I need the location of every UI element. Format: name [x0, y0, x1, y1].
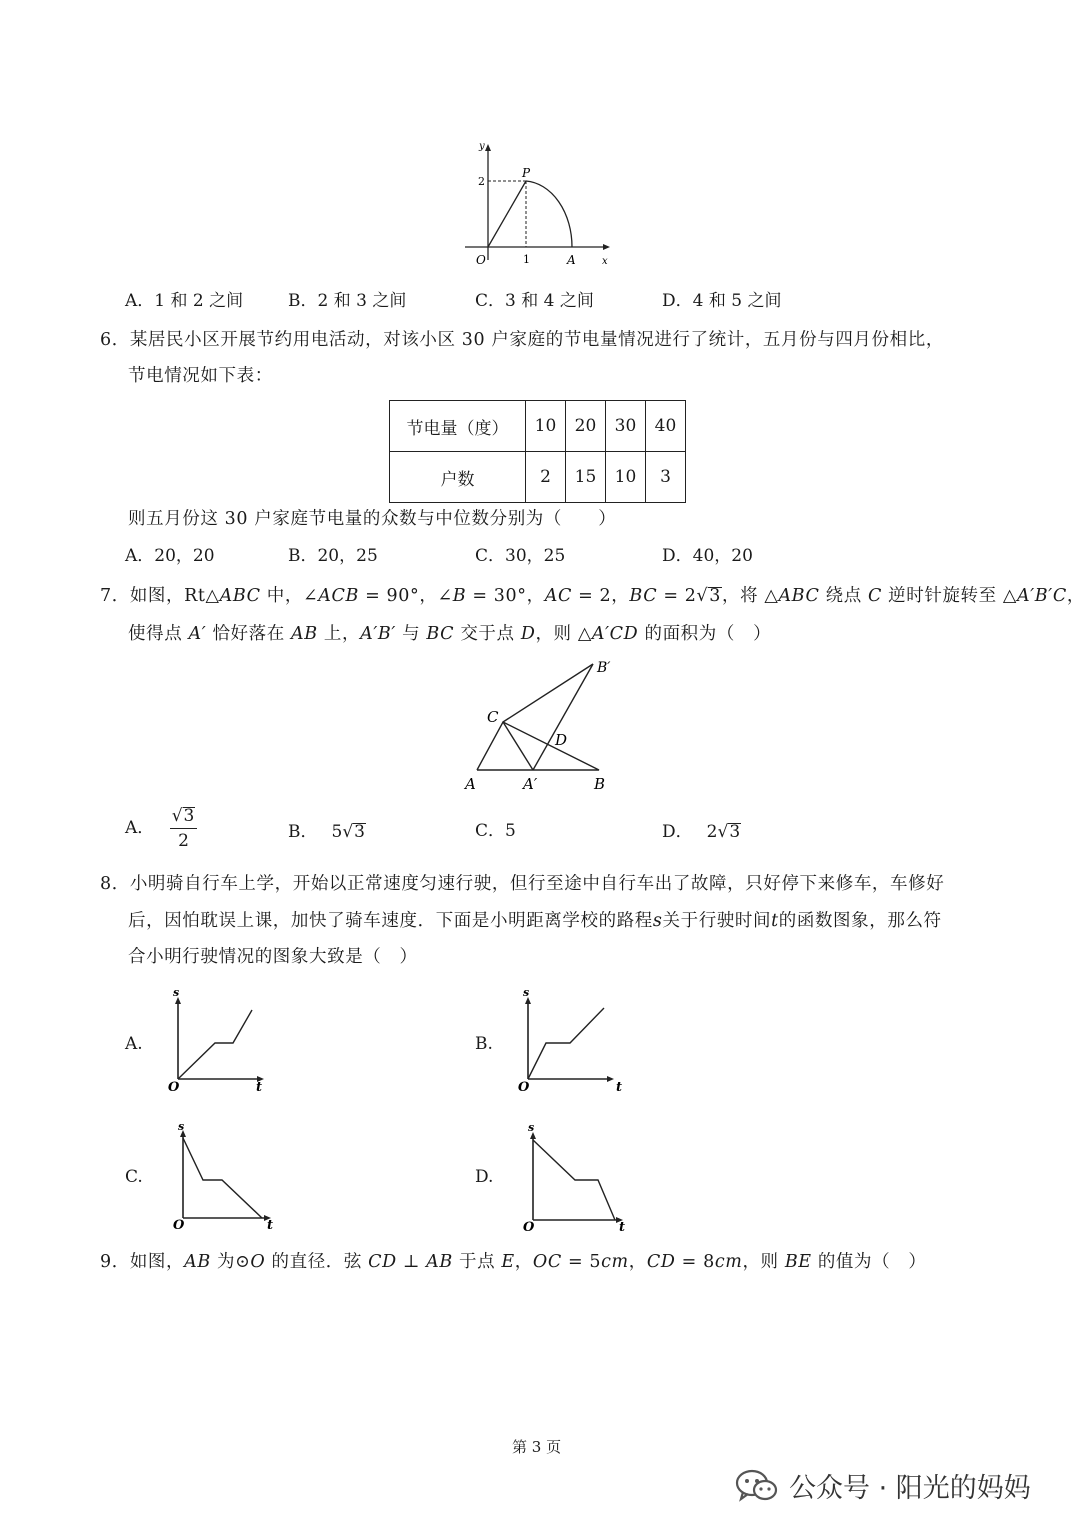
triangle-abc: [477, 722, 599, 770]
label-a-prime: A′: [523, 775, 538, 793]
label-x: x: [602, 256, 608, 267]
q8-stem-line3: 合小明行驶情况的图象大致是（ ）: [128, 947, 418, 967]
q6-question: 则五月份这 30 户家庭节电量的众数与中位数分别为（ ）: [128, 509, 617, 529]
t-axis-arrow: [607, 1076, 614, 1082]
label-s: s: [178, 1120, 185, 1133]
graph-line: [533, 1140, 615, 1220]
table-cell: 10: [526, 401, 566, 452]
table-row-label: 户数: [390, 452, 526, 503]
label-d: D: [555, 731, 568, 749]
table-cell: 30: [606, 401, 646, 452]
q6-option-c: C．30，25: [475, 546, 566, 566]
label-a: A: [567, 253, 576, 267]
table-cell: 40: [646, 401, 686, 452]
q5-option-b: B．2 和 3 之间: [288, 291, 407, 311]
y-axis-arrow: [485, 144, 491, 151]
label-t: t: [619, 1220, 626, 1235]
q8-option-b-graph: [510, 983, 625, 1095]
q7-option-a: A． $\frac{√3}{2}$: [125, 807, 197, 850]
label-p: P: [522, 166, 531, 180]
label-o: O: [168, 1080, 180, 1095]
label-c: C: [487, 708, 499, 726]
q6-option-a: A．20，20: [125, 546, 215, 566]
label-t: t: [267, 1218, 274, 1233]
arc-pa: [526, 181, 572, 247]
q7-option-c: C．5: [475, 821, 516, 841]
table-cell: 15: [566, 452, 606, 503]
table-header-label: 节电量（度）: [390, 401, 526, 452]
q7-option-b: B． 5√3: [288, 822, 365, 842]
q5-option-a: A．1 和 2 之间: [125, 291, 244, 311]
wechat-icon: [735, 1468, 779, 1504]
q7-figure: [455, 652, 635, 797]
label-t: t: [256, 1080, 263, 1095]
q6-stem-line1: 6．某居民小区开展节约用电活动，对该小区 30 户家庭的节电量情况进行了统计，五月份与四月份相比，: [100, 330, 944, 350]
label-t: t: [616, 1080, 623, 1095]
label-a: A: [465, 775, 476, 793]
table-cell: 3: [646, 452, 686, 503]
table-cell: 2: [526, 452, 566, 503]
label-b-prime: B′: [597, 660, 611, 676]
table-cell: 20: [566, 401, 606, 452]
table-cell: 10: [606, 452, 646, 503]
q6-option-b: B．20，25: [288, 546, 378, 566]
label-y: y: [479, 141, 485, 152]
label-2: 2: [478, 175, 485, 188]
label-b: B: [594, 775, 606, 793]
label-o: O: [518, 1080, 530, 1095]
q9-stem: 9．如图，AB 为⊙O 的直径．弦 CD ⊥ AB 于点 E，OC = 5cm，CD = 8cm，则 BE 的值为（ ）: [100, 1252, 927, 1272]
segment-b-prime-a-prime: [533, 664, 593, 770]
graph-line: [528, 1008, 604, 1079]
watermark-text: 公众号 · 阳光的妈妈: [789, 1473, 1031, 1504]
q7-stem-line1: 7．如图，Rt△ABC 中，∠ACB = 90°，∠B = 30°，AC = 2，BC = 2√3，将 △ABC 绕点 C 逆时针旋转至 △A′B′C，: [100, 586, 1085, 606]
q8-option-d-graph: [515, 1118, 630, 1233]
q8-option-b-label: B.: [475, 1034, 493, 1054]
q8-option-a-label: A.: [125, 1034, 143, 1054]
q5-option-c: C．3 和 4 之间: [475, 291, 594, 311]
label-o: O: [523, 1220, 535, 1235]
graph-line: [178, 1010, 252, 1079]
x-axis-arrow: [603, 244, 610, 250]
q5-graph: [460, 135, 620, 270]
q8-option-d-label: D.: [475, 1167, 494, 1187]
q8-option-c-graph: [165, 1118, 280, 1233]
segment-cb-prime: [503, 664, 593, 722]
q6-option-d: D．40，20: [662, 546, 753, 566]
label-1: 1: [523, 253, 530, 266]
label-o: O: [173, 1218, 185, 1233]
label-o: O: [476, 253, 486, 267]
label-s: s: [528, 1121, 535, 1134]
q7-option-d: D． 2√3: [662, 822, 741, 842]
q5-option-d: D．4 和 5 之间: [662, 291, 782, 311]
q6-table: [389, 400, 686, 503]
page-number: 第 3 页: [512, 1438, 562, 1456]
label-s: s: [173, 986, 180, 999]
q8-option-c-label: C.: [125, 1167, 143, 1187]
q8-option-a-graph: [160, 983, 275, 1095]
q8-stem-line1: 8．小明骑自行车上学，开始以正常速度匀速行驶，但行至途中自行车出了故障，只好停下来修车，车修好: [100, 874, 945, 894]
q8-stem-line2: 后，因怕耽误上课，加快了骑车速度．下面是小明距离学校的路程s关于行驶时间t的函数图象，那么符: [128, 911, 942, 931]
q7-stem-line2: 使得点 A′ 恰好落在 AB 上，A′B′ 与 BC 交于点 D，则 △A′CD 的面积为（ ）: [128, 624, 772, 644]
label-s: s: [523, 986, 530, 999]
q6-stem-line2: 节电情况如下表：: [128, 366, 273, 386]
graph-line: [183, 1138, 262, 1218]
watermark: [735, 1466, 1031, 1505]
segment-op: [488, 181, 526, 247]
